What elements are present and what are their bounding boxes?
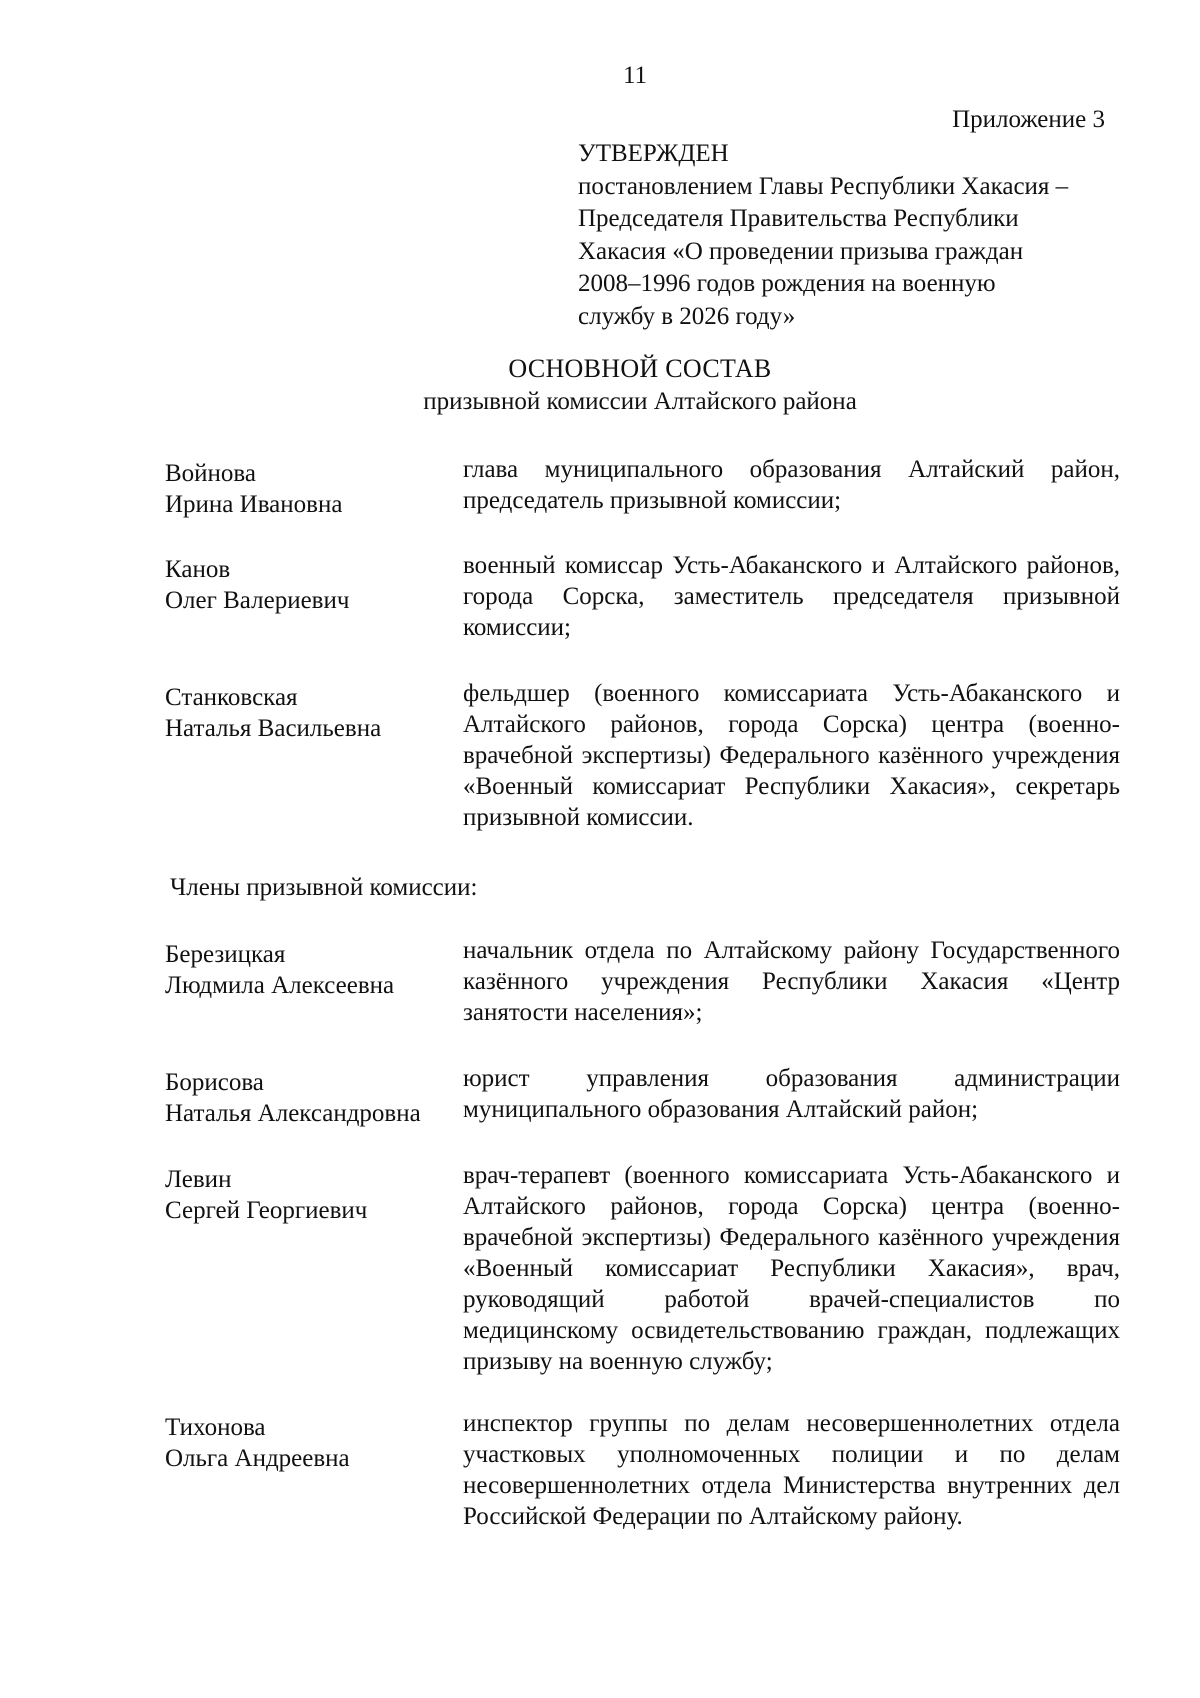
- document-heading: [300, 352, 980, 418]
- person-name: [165, 682, 445, 744]
- page-number: 11: [622, 62, 648, 89]
- approval-basis-line: постановлением Главы Республики Хакасия –: [578, 172, 1069, 200]
- person-name: [165, 554, 445, 616]
- person-name: [165, 458, 445, 520]
- document-subtitle: призывной комиссии Алтайского района: [423, 388, 857, 415]
- document-title: ОСНОВНОЙ СОСТАВ: [508, 354, 772, 383]
- person-role: врач-терапевт (военного комиссариата Усть-Абаканского и Алтайского районов, города Сорска) центра (военно-врачебной экспертизы) Федерального казённого учреждения «Военный комиссариат Республики Хакасия», врач, руководящий работой врачей-специалистов по медицинскому освидетельствованию граждан, подлежащих призыву на военную службу;: [463, 1162, 1120, 1375]
- person-name: [165, 1412, 445, 1474]
- person-role: инспектор группы по делам несовершеннолетних отдела участковых уполномоченных полиции и по делам несовершеннолетних отдела Министерства внутренних дел Российской Федерации по Алтайскому району.: [463, 1410, 1120, 1530]
- approval-block: [578, 138, 1108, 333]
- approval-basis-line: Председателя Правительства Республики: [578, 205, 1019, 232]
- person-name: [165, 939, 445, 1001]
- person-given-name: Ольга Андреевна: [165, 1445, 350, 1472]
- person-role: фельдшер (военного комиссариата Усть-Абаканского и Алтайского районов, города Сорска) центра (военно-врачебной экспертизы) Федерального казённого учреждения «Военный комиссариат Республики Хакасия», секретарь призывной комиссии.: [463, 680, 1120, 831]
- approval-basis-line: 2008–1996 годов рождения на военную: [578, 270, 996, 297]
- person-role: военный комиссар Усть-Абаканского и Алтайского районов, города Сорска, заместитель председателя призывной комиссии;: [463, 552, 1120, 641]
- person-role: юрист управления образования администрации муниципального образования Алтайский район;: [463, 1065, 1120, 1123]
- person-name: [165, 1067, 445, 1129]
- person-surname: Березицкая: [165, 941, 286, 968]
- person-role: глава муниципального образования Алтайский район, председатель призывной комиссии;: [463, 456, 1120, 514]
- person-given-name: Наталья Александровна: [165, 1100, 421, 1127]
- person-surname: Войнова: [165, 460, 257, 487]
- approval-stamp-word: УТВЕРЖДЕН: [578, 140, 729, 167]
- person-given-name: Олег Валериевич: [165, 587, 350, 614]
- approval-basis-line: Хакасия «О проведении призыва граждан: [578, 237, 1024, 265]
- approval-basis-line: службу в 2026 году»: [578, 302, 796, 330]
- person-role: начальник отдела по Алтайскому району Государственного казённого учреждения Республики Хакасия «Центр занятости населения»;: [463, 937, 1120, 1026]
- person-surname: Станковская: [165, 684, 298, 711]
- person-given-name: Ирина Ивановна: [165, 491, 343, 518]
- person-given-name: Людмила Алексеевна: [165, 972, 395, 999]
- appendix-label: Приложение 3: [952, 106, 1105, 133]
- members-section-label: Члены призывной комиссии:: [170, 874, 478, 901]
- person-name: [165, 1164, 445, 1226]
- person-surname: Тихонова: [165, 1414, 266, 1441]
- person-surname: Канов: [165, 556, 231, 583]
- person-surname: Борисова: [165, 1069, 264, 1096]
- person-given-name: Наталья Васильевна: [165, 715, 382, 742]
- person-given-name: Сергей Георгиевич: [165, 1197, 368, 1224]
- person-surname: Левин: [165, 1166, 232, 1193]
